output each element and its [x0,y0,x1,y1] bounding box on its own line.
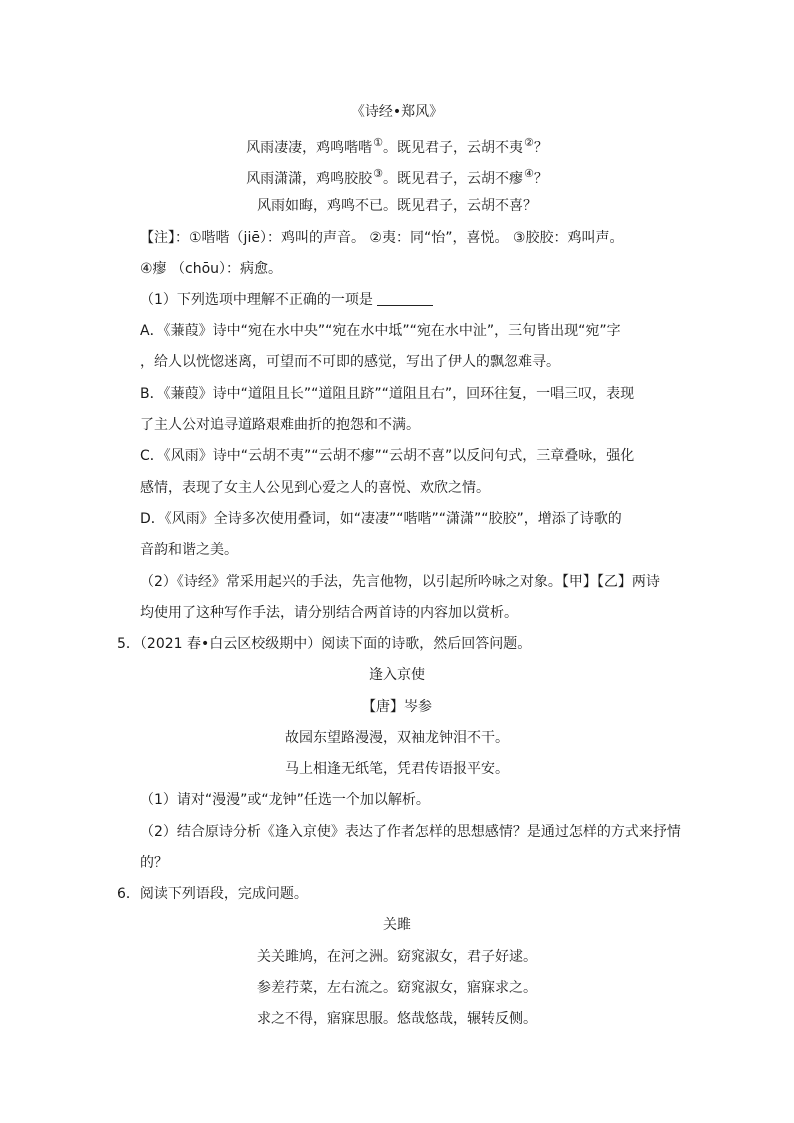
poem-line-2-part-c: ？ [533,171,548,187]
question-6-stem: 6．阅读下列语段，完成问题。 [117,886,308,902]
option-a-line-1: A．《蒹葭》诗中“宛在水中央”“宛在水中坻”“宛在水中沚”，三句皆出现“宛”字 [140,323,621,339]
poem-line-1-part-a: 风雨凄凄，鸡鸣喈喈 [246,140,373,156]
poem-title: 《诗经•郑风》 [350,104,444,120]
question-1-stem-text: （1）下列选项中理解不正确的一项是 [140,292,373,308]
option-b-line-2: 了主人公对追寻道路艰难曲折的抱怨和不满。 [140,417,420,433]
answer-blank[interactable] [377,291,433,306]
poem-line-1 [0,133,794,156]
question-6-poem-line-1: 关关雎鸠，在河之洲。窈窕淑女，君子好逑。 [257,949,537,965]
question-5-sub-2-line-1: （2）结合原诗分析《逢入京使》表达了作者怎样的思想感情？是通过怎样的方式来抒情 [140,824,681,840]
question-6-poem-line-2: 参差荇菜，左右流之。窈窕淑女，寤寐求之。 [257,980,537,996]
poem-line-3: 风雨如晦，鸡鸣不已。既见君子，云胡不喜？ [257,198,537,214]
question-5-poem-line-2: 马上相逢无纸笔，凭君传语报平安。 [285,761,509,777]
footnote-mark-4: ④ [524,167,534,180]
poem-line-1-part-b: 。既见君子，云胡不夷 [383,140,523,156]
poem-line-2-part-a: 风雨潇潇，鸡鸣胶胶 [246,171,373,187]
question-6-poem-line-3: 求之不得，寤寐思服。悠哉悠哉，辗转反侧。 [257,1011,537,1027]
question-5-poem-title: 逢入京使 [369,667,425,683]
poem-line-2-part-b: 。既见君子，云胡不瘳 [383,171,523,187]
option-d-line-1: D．《风雨》全诗多次使用叠词，如“凄凄”“喈喈”“潇潇”“胶胶”，增添了诗歌的 [140,511,622,527]
poem-note-2: ④瘳 （chōu）：病愈。 [140,261,283,277]
footnote-mark-1: ① [373,136,383,149]
question-5-stem: 5．（2021 春•白云区校级期中）阅读下面的诗歌，然后回答问题。 [117,636,532,652]
option-b-line-1: B．《蒹葭》诗中“道阻且长”“道阻且跻”“道阻且右”，回环往复，一唱三叹，表现 [140,386,635,402]
question-1-stem [140,290,433,310]
question-2-line-1: （2）《诗经》常采用起兴的手法，先言他物，以引起所吟咏之对象。【甲】【乙】两诗 [140,574,660,590]
question-5-poem-author: 【唐】岑参 [362,699,432,715]
question-6-poem-title: 关雎 [383,917,411,933]
footnote-mark-3: ③ [373,167,383,180]
poem-line-1-part-c: ？ [533,140,548,156]
poem-note-1: 【注】：①喈喈（jiē）：鸡叫的声音。 ②夷：同“怡”，喜悦。 ③胶胶：鸡叫声。 [140,230,624,246]
option-d-line-2: 音韵和谐之美。 [140,542,238,558]
poem-line-2 [0,164,794,187]
footnote-mark-2: ② [524,136,534,149]
question-5-poem-line-1: 故园东望路漫漫，双袖龙钟泪不干。 [285,730,509,746]
question-2-line-2: 均使用了这种写作手法，请分别结合两首诗的内容加以赏析。 [140,605,518,621]
option-a-line-2: ，给人以恍惚迷离，可望而不可即的感觉，写出了伊人的飘忽难寻。 [140,354,560,370]
question-5-sub-2-line-2: 的？ [140,855,168,871]
option-c-line-2: 感情，表现了女主人公见到心爱之人的喜悦、欢欣之情。 [140,480,490,496]
question-5-sub-1: （1）请对“漫漫”或“龙钟”任选一个加以解析。 [140,792,430,808]
option-c-line-1: C．《风雨》诗中“云胡不夷”“云胡不瘳”“云胡不喜”以反问句式，三章叠咏，强化 [140,448,635,464]
